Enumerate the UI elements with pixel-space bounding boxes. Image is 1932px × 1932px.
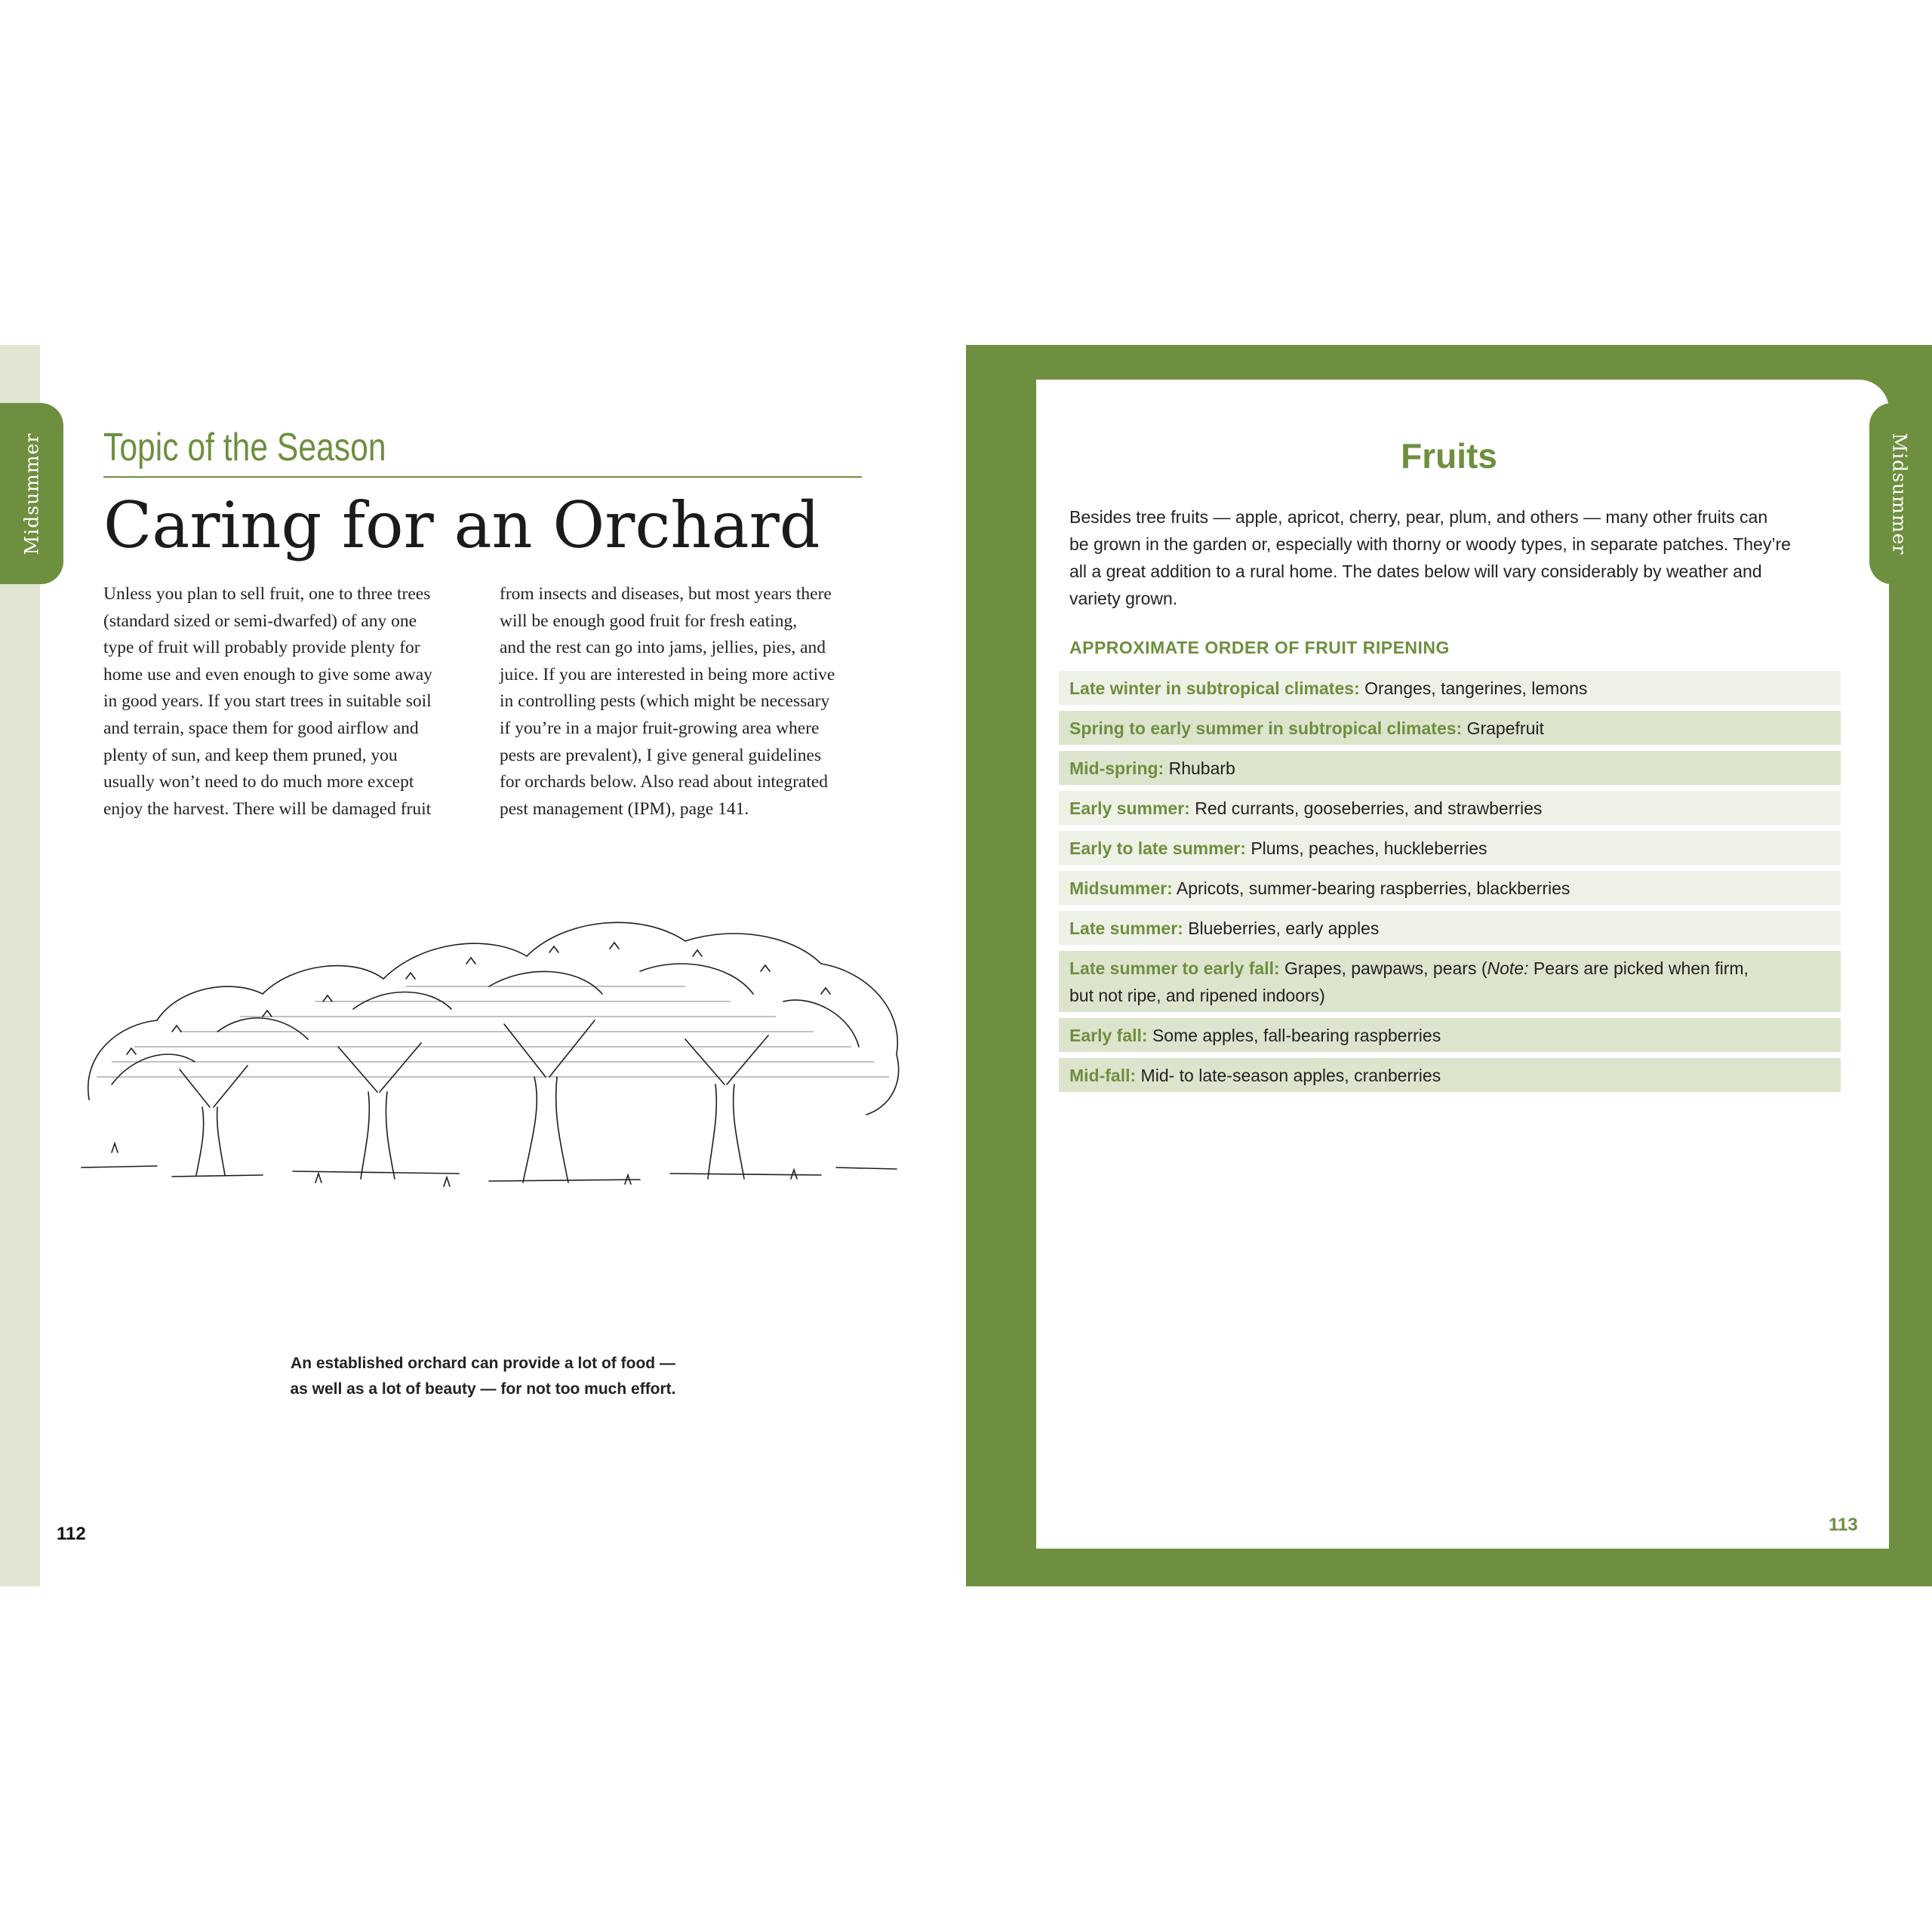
body-line: enjoy the harvest. There will be damaged fruit bbox=[103, 798, 432, 819]
ripening-row bbox=[1059, 791, 1841, 825]
fruits-intro bbox=[1069, 503, 1824, 612]
left-page bbox=[0, 345, 966, 1586]
ripening-fruits: Some apples, fall-bearing raspberries bbox=[1152, 1025, 1441, 1045]
ripening-row bbox=[1059, 831, 1841, 865]
ripening-fruits: Grapefruit bbox=[1466, 718, 1544, 738]
ripening-fruits: Apricots, summer-bearing raspberries, blackberries bbox=[1176, 878, 1571, 898]
caption-line: An established orchard can provide a lot of food — bbox=[291, 1355, 675, 1372]
section-tab-left-label: Midsummer bbox=[20, 432, 43, 555]
body-line: usually won’t need to do much more except bbox=[103, 772, 414, 792]
ripening-fruits: Grapes, pawpaws, pears ( bbox=[1284, 958, 1487, 978]
body-line: and terrain, space them for good airflow and bbox=[103, 718, 419, 738]
intro-line: variety grown. bbox=[1069, 589, 1178, 608]
body-line: juice. If you are interested in being more active bbox=[500, 664, 835, 685]
ripening-fruits: Oranges, tangerines, lemons bbox=[1364, 678, 1588, 698]
ripening-list bbox=[1059, 671, 1841, 1098]
body-line: pest management (IPM), page 141. bbox=[500, 798, 749, 819]
topic-kicker: Topic of the Season bbox=[103, 426, 386, 469]
body-line: in good years. If you start trees in suitable soil bbox=[103, 691, 432, 712]
body-column-2 bbox=[500, 581, 877, 823]
ripening-season: Mid-fall: bbox=[1069, 1065, 1137, 1085]
illustration-caption bbox=[113, 1351, 853, 1402]
body-line: home use and even enough to give some away bbox=[103, 664, 432, 685]
ripening-season: Midsummer: bbox=[1069, 878, 1173, 898]
section-tab-left bbox=[0, 403, 63, 584]
ripening-row bbox=[1059, 1058, 1841, 1092]
body-line: and the rest can go into jams, jellies, pies, and bbox=[500, 638, 826, 658]
ripening-note-continued: but not ripe, and ripened indoors) bbox=[1069, 985, 1325, 1005]
body-line: pests are prevalent), I give general guidelines bbox=[500, 745, 822, 765]
ripening-row bbox=[1059, 911, 1841, 945]
ripening-season: Early to late summer: bbox=[1069, 838, 1246, 858]
page-title: Caring for an Orchard bbox=[103, 488, 820, 562]
ripening-season: Spring to early summer in subtropical climates: bbox=[1069, 718, 1463, 738]
orchard-illustration bbox=[66, 881, 912, 1198]
ripening-season: Mid-spring: bbox=[1069, 758, 1164, 778]
kicker-rule bbox=[103, 476, 862, 478]
body-line: Unless you plan to sell fruit, one to three trees bbox=[103, 584, 431, 604]
ripening-row bbox=[1059, 871, 1841, 905]
ripening-fruits: Plums, peaches, huckleberries bbox=[1251, 838, 1487, 858]
section-tab-right-label: Midsummer bbox=[1888, 432, 1911, 555]
ripening-fruits: Mid- to late-season apples, cranberries bbox=[1140, 1065, 1441, 1085]
ripening-note-label: Note: bbox=[1487, 958, 1529, 978]
ripening-row bbox=[1059, 671, 1841, 705]
ripening-fruits: Rhubarb bbox=[1168, 758, 1235, 778]
ripening-season: Late summer: bbox=[1069, 918, 1183, 938]
section-tab-right bbox=[1869, 403, 1932, 584]
body-line: will be enough good fruit for fresh eating, bbox=[500, 611, 798, 631]
ripening-row bbox=[1059, 951, 1841, 1012]
ripening-heading: APPROXIMATE ORDER OF FRUIT RIPENING bbox=[1069, 638, 1450, 657]
ripening-row bbox=[1059, 1018, 1841, 1052]
ripening-season: Late winter in subtropical climates: bbox=[1069, 678, 1360, 698]
ripening-row bbox=[1059, 711, 1841, 745]
body-line: if you’re in a major fruit-growing area where bbox=[500, 718, 820, 738]
body-line: in controlling pests (which might be necessary bbox=[500, 691, 830, 712]
right-page bbox=[966, 345, 1932, 1586]
intro-line: be grown in the garden or, especially with thorny or woody types, in separate patches. They’re bbox=[1069, 534, 1791, 554]
ripening-fruits: Red currants, gooseberries, and strawberries bbox=[1195, 798, 1543, 818]
page-number-left: 112 bbox=[57, 1524, 86, 1544]
body-line: plenty of sun, and keep them pruned, you bbox=[103, 745, 398, 765]
body-line: (standard sized or semi-dwarfed) of any one bbox=[103, 611, 417, 631]
body-line: type of fruit will probably provide plenty for bbox=[103, 638, 420, 658]
ripening-season: Early summer: bbox=[1069, 798, 1190, 818]
intro-line: all a great addition to a rural home. The dates below will vary considerably by weather and bbox=[1069, 561, 1762, 581]
caption-line: as well as a lot of beauty — for not too much effort. bbox=[290, 1380, 676, 1398]
ripening-season: Early fall: bbox=[1069, 1025, 1148, 1045]
ripening-row bbox=[1059, 751, 1841, 785]
page-number-right: 113 bbox=[1829, 1515, 1858, 1535]
body-line: from insects and diseases, but most years there bbox=[500, 584, 832, 604]
body-column-1 bbox=[103, 581, 481, 823]
ripening-season: Late summer to early fall: bbox=[1069, 958, 1280, 978]
intro-line: Besides tree fruits — apple, apricot, cherry, pear, plum, and others — many other fruits can bbox=[1069, 507, 1768, 527]
body-line: for orchards below. Also read about integrated bbox=[500, 772, 829, 792]
ripening-note-text: Pears are picked when firm, bbox=[1528, 958, 1749, 978]
fruits-heading: Fruits bbox=[1401, 436, 1497, 475]
ripening-fruits: Blueberries, early apples bbox=[1188, 918, 1380, 938]
